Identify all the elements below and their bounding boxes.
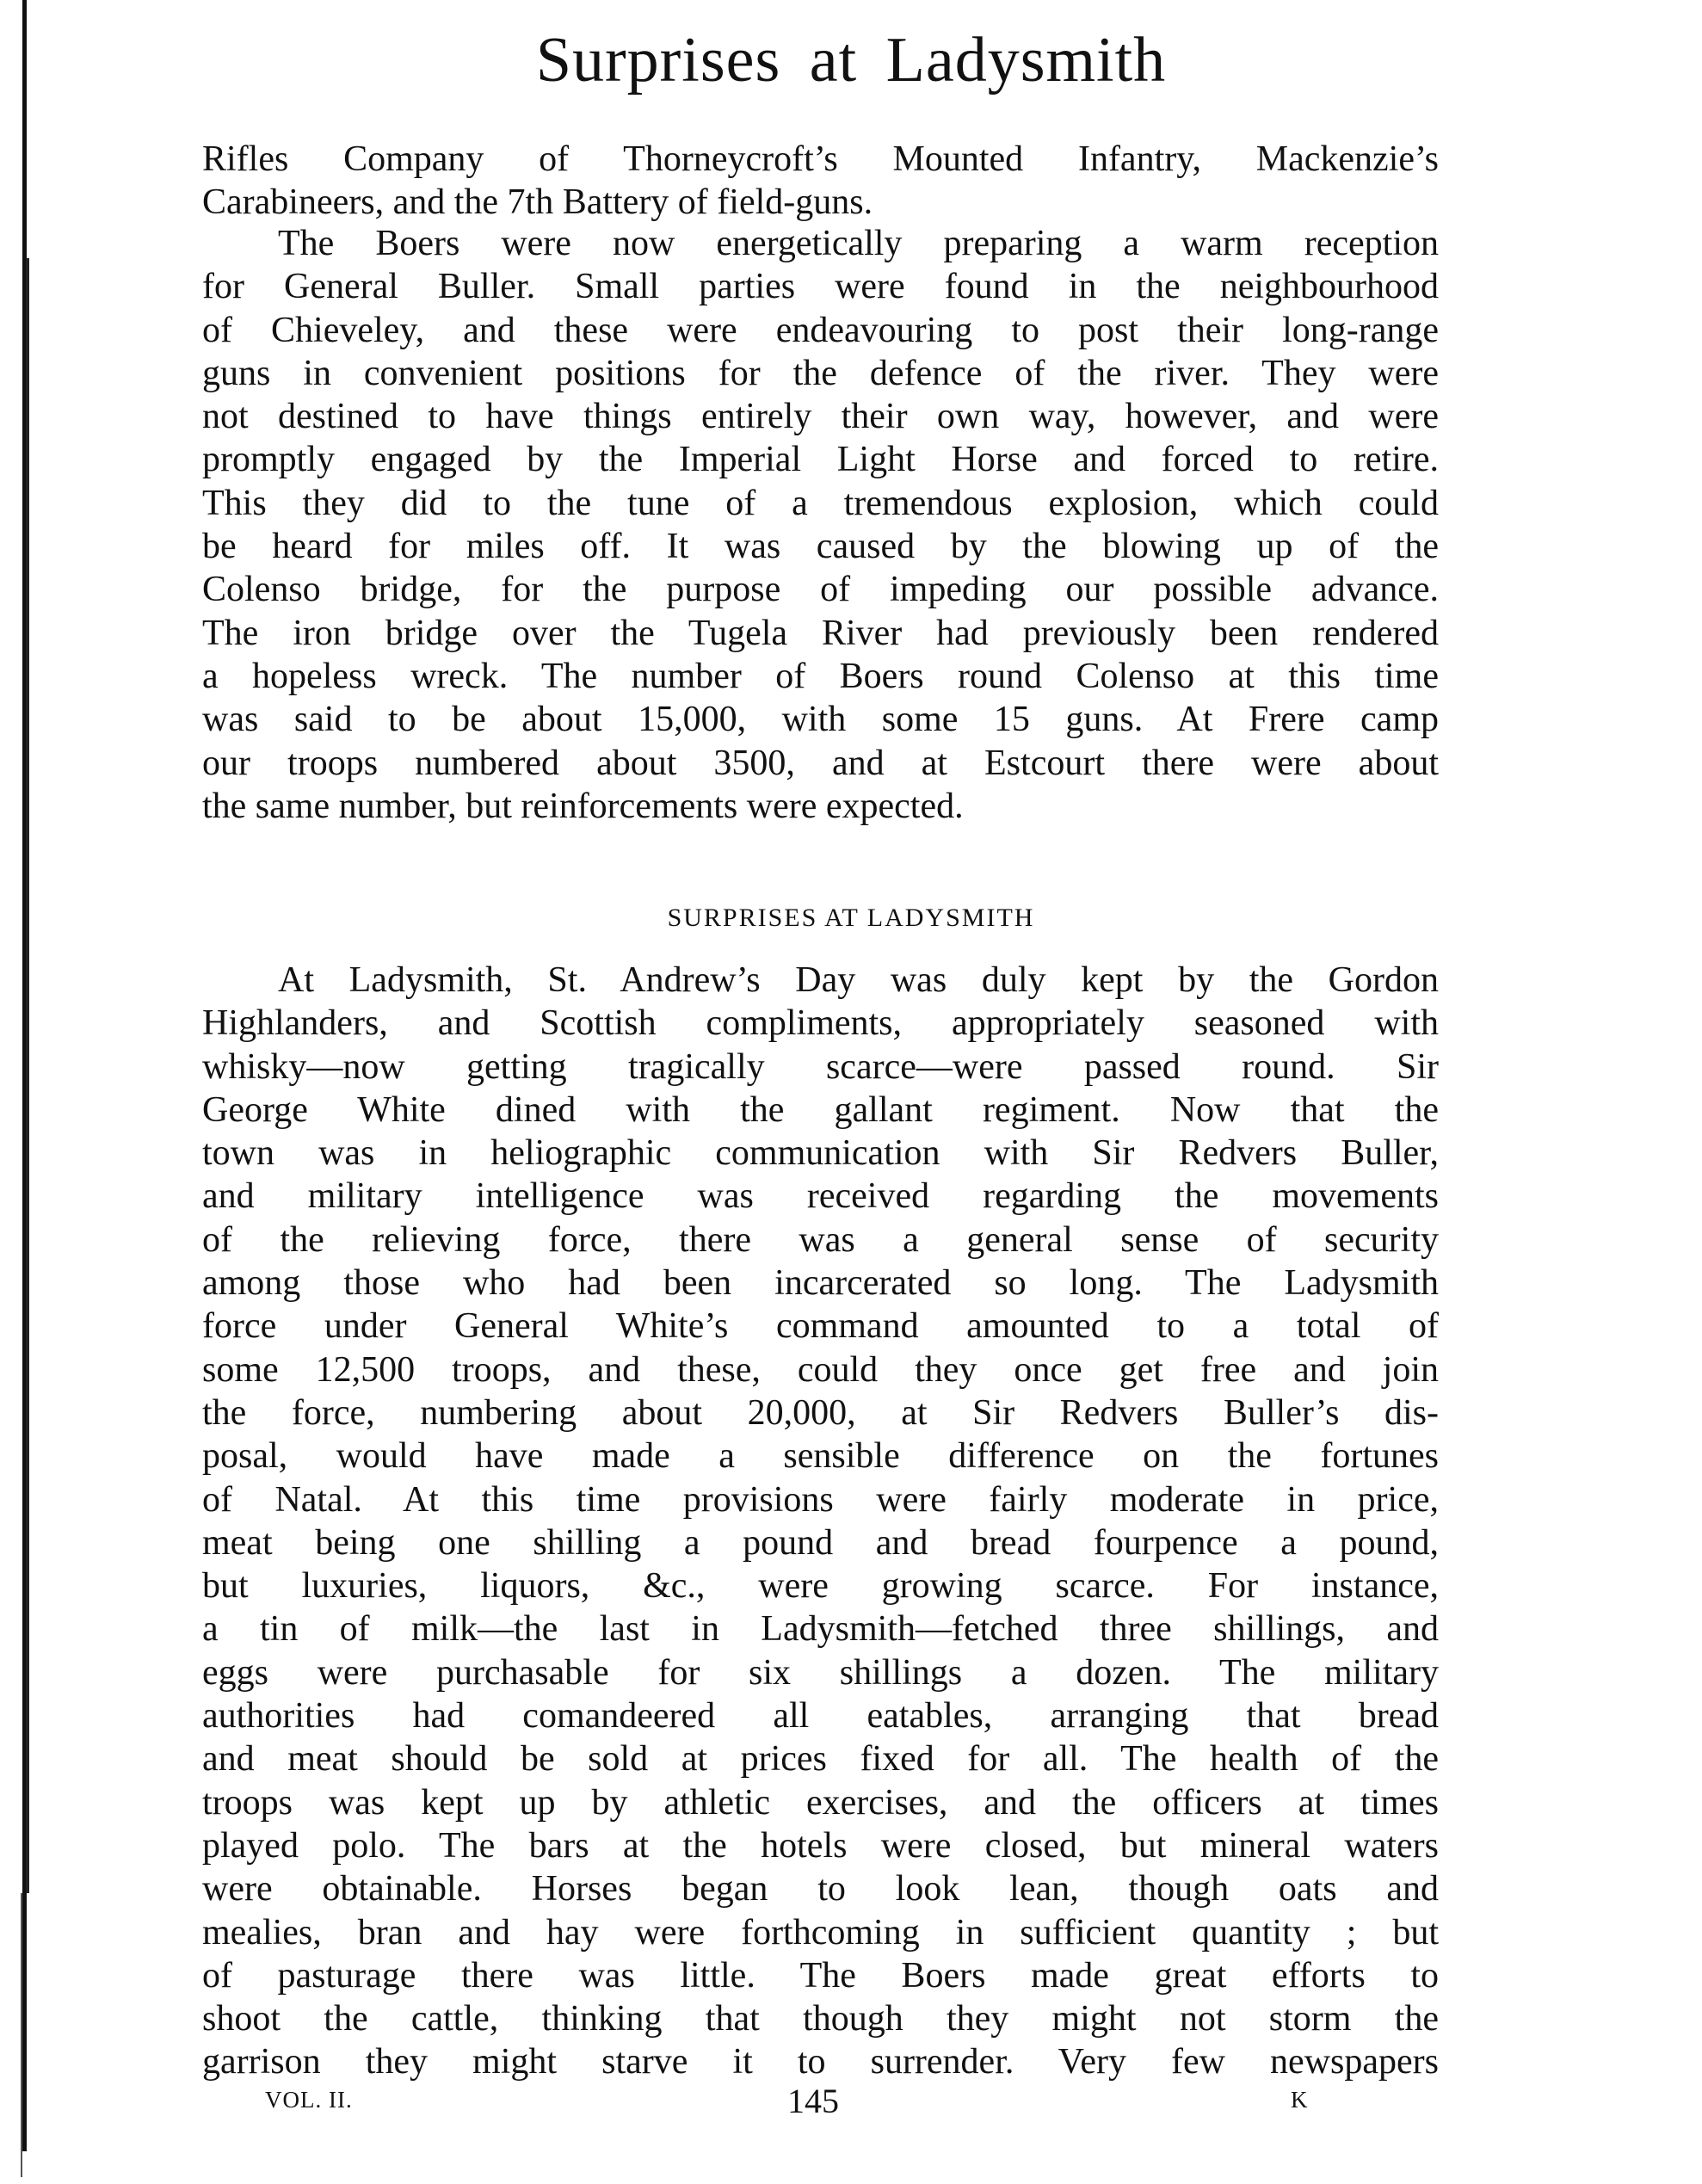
- text-line: whisky—now getting tragically scarce—were passed round. Sir: [202, 1046, 1439, 1087]
- text-line: played polo. The bars at the hotels were closed, but mineral waters: [202, 1825, 1439, 1866]
- page-edge-shadow: [21, 1893, 22, 2177]
- text-line: Colenso bridge, for the purpose of impeding our possible advance.: [202, 570, 1439, 610]
- text-line: force under General White’s command amounted to a total of: [202, 1306, 1439, 1347]
- text-line: promptly engaged by the Imperial Light Horse and forced to retire.: [202, 440, 1439, 480]
- page-edge-shadow: [26, 258, 29, 1893]
- text-line: some 12,500 troops, and these, could they once get free and join: [202, 1349, 1439, 1390]
- text-line: and military intelligence was received regarding the movements: [202, 1176, 1439, 1217]
- text-line: shoot the cattle, thinking that though they might not storm the: [202, 1999, 1439, 2039]
- text-line: among those who had been incarcerated so long. The Ladysmith: [202, 1263, 1439, 1304]
- text-line: garrison they might starve it to surrender. Very few newspapers: [202, 2042, 1439, 2082]
- text-line: our troops numbered about 3500, and at Estcourt there were about: [202, 743, 1439, 783]
- text-line: of the relieving force, there was a general sense of security: [202, 1219, 1439, 1260]
- text-line: of pasturage there was little. The Boers made great efforts to: [202, 1955, 1439, 1996]
- text-line: Rifles Company of Thorneycroft’s Mounted Infantry, Mackenzie’s: [202, 139, 1439, 179]
- text-line: mealies, bran and hay were forthcoming in sufficient quantity ; but: [202, 1912, 1439, 1953]
- footer-volume: VOL. II.: [265, 2087, 353, 2113]
- text-line: the same number, but reinforcements were expected.: [202, 786, 964, 826]
- text-line: guns in convenient positions for the defence of the river. They were: [202, 353, 1439, 393]
- text-line: The iron bridge over the Tugela River had previously been rendered: [202, 613, 1439, 653]
- text-line: authorities had comandeered all eatables, arranging that bread: [202, 1696, 1439, 1737]
- text-line: The Boers were now energetically preparing a warm reception: [278, 224, 1439, 263]
- section-heading: SURPRISES AT LADYSMITH: [667, 904, 1035, 932]
- text-line: but luxuries, liquors, &c., were growing scarce. For instance,: [202, 1566, 1439, 1607]
- text-line: At Ladysmith, St. Andrew’s Day was duly kept by the Gordon: [278, 960, 1439, 1000]
- text-line: for General Buller. Small parties were found in the neighbourhood: [202, 267, 1439, 307]
- text-line: George White dined with the gallant regiment. Now that the: [202, 1089, 1439, 1130]
- paragraph-1: [202, 138, 1439, 225]
- text-line: not destined to have things entirely their own way, however, and were: [202, 397, 1439, 437]
- text-line: the force, numbering about 20,000, at Sir Redvers Buller’s dis-: [202, 1392, 1439, 1433]
- text-line: and meat should be sold at prices fixed for all. The health of the: [202, 1739, 1439, 1780]
- text-line: a hopeless wreck. The number of Boers round Colenso at this time: [202, 656, 1439, 696]
- text-line: be heard for miles off. It was caused by the blowing up of the: [202, 527, 1439, 567]
- text-line: of Chieveley, and these were endeavouring to post their long-range: [202, 310, 1439, 350]
- text-line: posal, would have made a sensible difference on the fortunes: [202, 1436, 1439, 1477]
- text-line: Highlanders, and Scottish compliments, appropriately seasoned with: [202, 1003, 1439, 1044]
- text-line: were obtainable. Horses began to look lean, though oats and: [202, 1869, 1439, 1909]
- text-line: eggs were purchasable for six shillings a dozen. The military: [202, 1652, 1439, 1693]
- running-title: Surprises at Ladysmith: [535, 25, 1167, 96]
- text-line: Carabineers, and the 7th Battery of field-guns.: [202, 182, 873, 223]
- text-line: This they did to the tune of a tremendous explosion, which could: [202, 483, 1439, 523]
- page-number: 145: [787, 2082, 839, 2120]
- paragraph-2: [202, 222, 1439, 828]
- text-line: meat being one shilling a pound and bread fourpence a pound,: [202, 1522, 1439, 1563]
- text-line: troops was kept up by athletic exercises, and the officers at times: [202, 1782, 1439, 1823]
- text-line: of Natal. At this time provisions were fairly moderate in price,: [202, 1479, 1439, 1520]
- paragraph-3: [202, 959, 1439, 2084]
- signature-mark: K: [1291, 2087, 1308, 2113]
- text-line: a tin of milk—the last in Ladysmith—fetched three shillings, and: [202, 1609, 1439, 1650]
- text-line: town was in heliographic communication with Sir Redvers Buller,: [202, 1133, 1439, 1174]
- text-line: was said to be about 15,000, with some 15 guns. At Frere camp: [202, 700, 1439, 740]
